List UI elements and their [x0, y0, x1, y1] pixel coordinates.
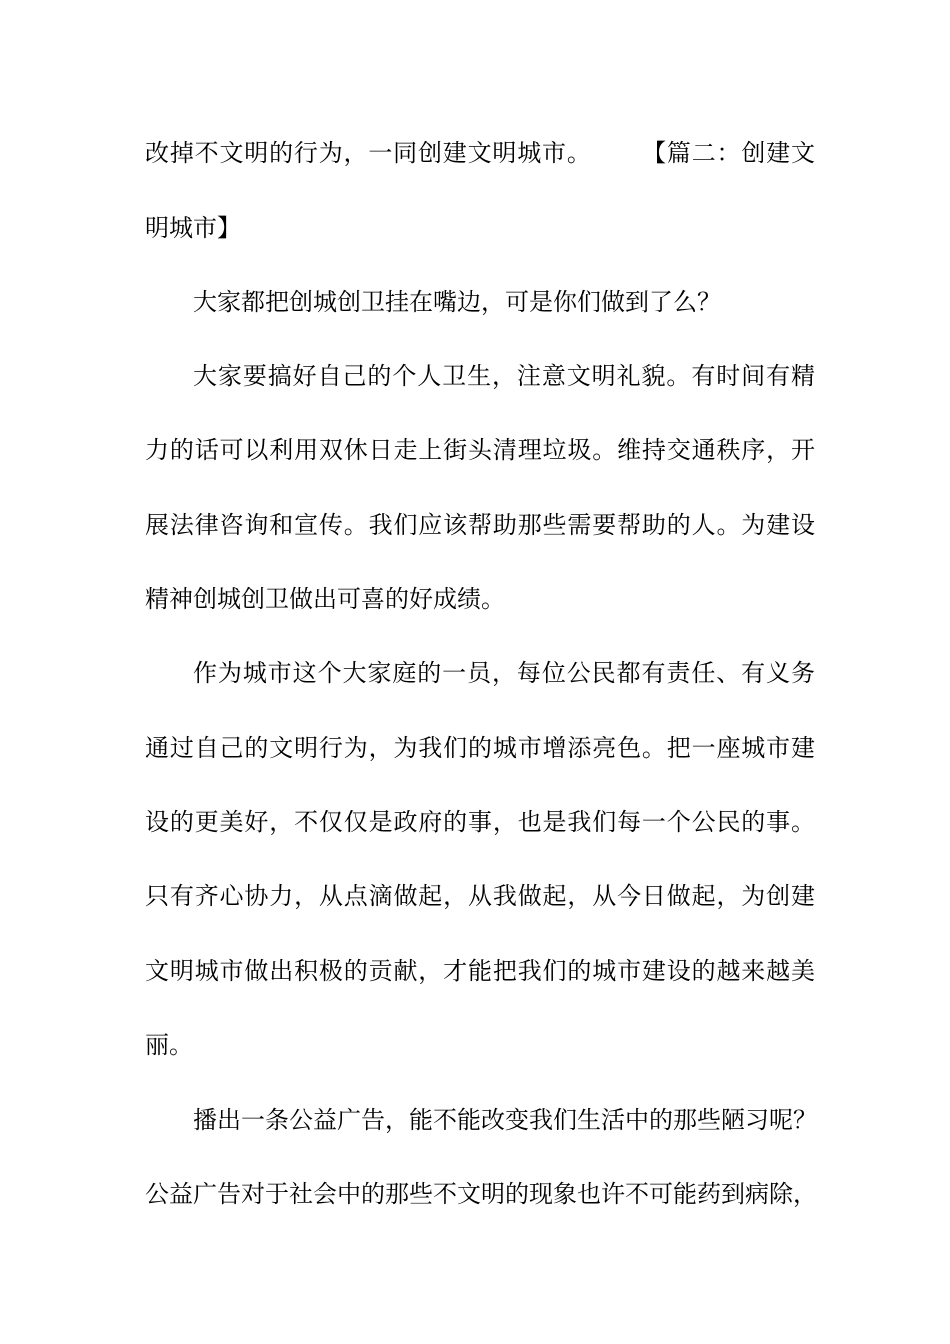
- text-line: 大家要搞好自己的个人卫生，注意文明礼貌。有时间有精: [193, 362, 815, 390]
- text-line: 改掉不文明的行为，一同创建文明城市。 【篇二：创建文: [145, 139, 815, 167]
- text-line: 大家都把创城创卫挂在嘴边，可是你们做到了么？: [193, 288, 721, 316]
- text-line: 明城市】: [145, 214, 241, 242]
- text-line: 文明城市做出积极的贡献，才能把我们的城市建设的越来越美: [145, 957, 815, 985]
- text-line: 设的更美好，不仅仅是政府的事，也是我们每一个公民的事。: [145, 808, 815, 836]
- text-line: 公益广告对于社会中的那些不文明的现象也许不可能药到病除，: [145, 1180, 817, 1208]
- text-line: 作为城市这个大家庭的一员，每位公民都有责任、有义务: [193, 659, 815, 687]
- text-line: 通过自己的文明行为，为我们的城市增添亮色。把一座城市建: [145, 734, 815, 762]
- text-line: 精神创城创卫做出可喜的好成绩。: [145, 585, 505, 613]
- text-line: 力的话可以利用双休日走上街头清理垃圾。维持交通秩序，开: [145, 436, 815, 464]
- text-line: 只有齐心协力，从点滴做起，从我做起，从今日做起，为创建: [145, 882, 815, 910]
- text-line: 播出一条公益广告，能不能改变我们生活中的那些陋习呢？: [193, 1106, 817, 1134]
- text-line: 展法律咨询和宣传。我们应该帮助那些需要帮助的人。为建设: [145, 511, 815, 539]
- text-line: 丽。: [145, 1031, 193, 1059]
